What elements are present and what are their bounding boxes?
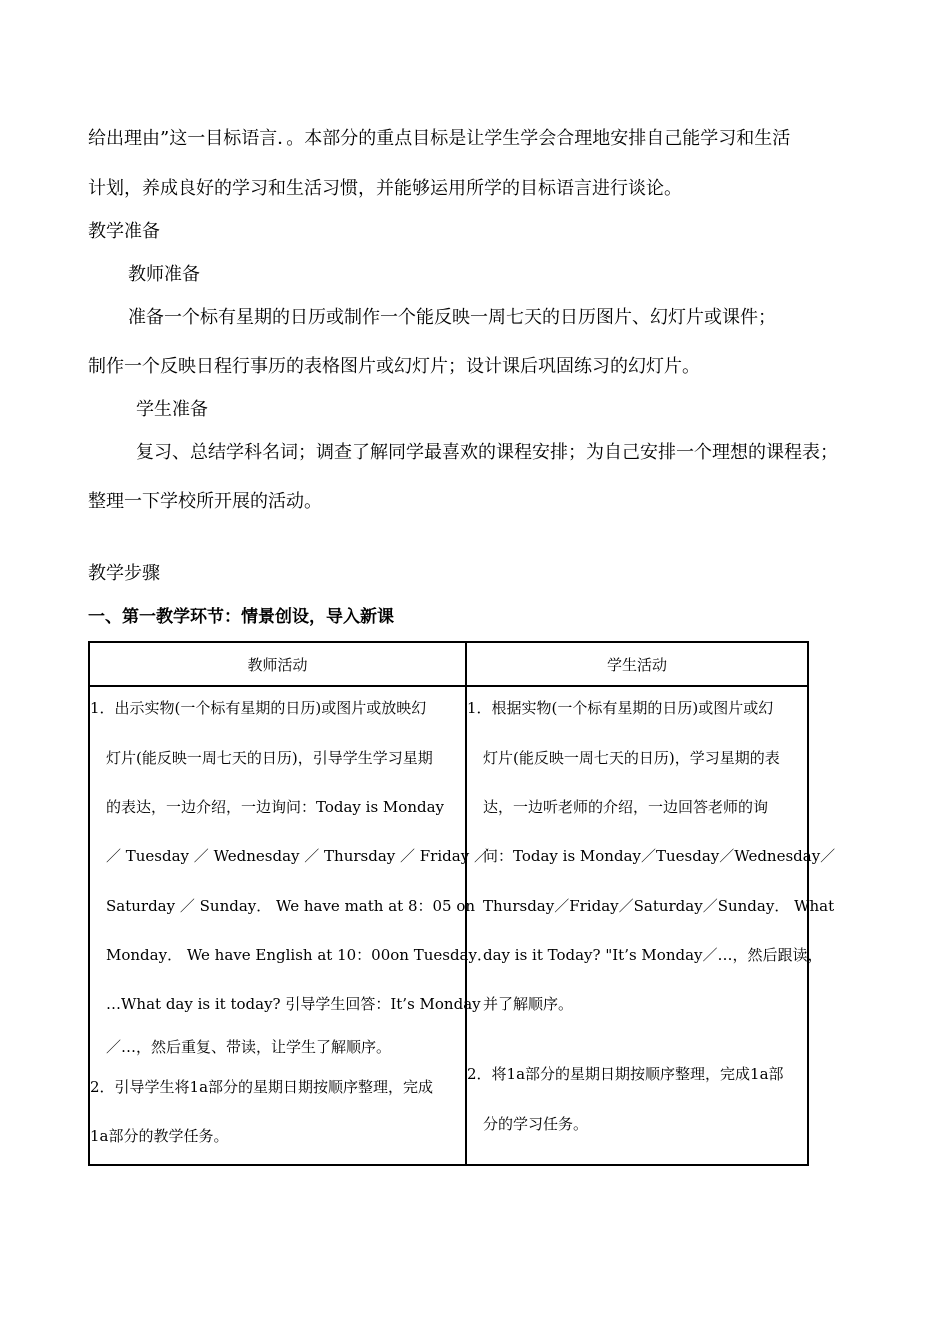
student-prep-heading: 学生准备 [136, 399, 208, 420]
teacher-line: 1a部分的教学任务。 [90, 1127, 229, 1145]
student-line: 达，一边听老师的介绍，一边回答老师的询 [483, 798, 769, 816]
intro-line-1: 给出理由”这一目标语言．。本部分的重点目标是让学生学会合理地安排自己能学习和生活 [88, 128, 791, 149]
student-line: day is it Today? "It’s Monday／…，然后跟读， [483, 946, 823, 964]
student-activity-header: 学生活动 [466, 642, 808, 686]
teacher-line: 2．引导学生将1a部分的星期日期按顺序整理，完成 [90, 1078, 434, 1096]
teacher-prep-line-2: 制作一个反映日程行事历的表格图片或幻灯片；设计课后巩固练习的幻灯片。 [88, 356, 700, 377]
teacher-line: …What day is it today? 引导学生回答：It’s Monday [106, 995, 481, 1013]
student-line: Thursday／Friday／Saturday／Sunday． What [483, 897, 835, 915]
teacher-prep-line-1: 准备一个标有星期的日历或制作一个能反映一周七天的日历图片、幻灯片或课件； [128, 307, 776, 328]
student-activity-cell [466, 686, 836, 1165]
student-line: 2．将1a部分的星期日期按顺序整理，完成1a部 [467, 1065, 784, 1083]
teacher-line: ／…，然后重复、带读，让学生了解顺序。 [106, 1038, 392, 1056]
teacher-line: 的表达，一边介绍，一边询问：Today is Monday [106, 798, 444, 816]
prep-heading: 教学准备 [88, 221, 160, 242]
student-line: 并了解顺序。 [483, 995, 574, 1013]
student-prep-line-1: 复习、总结学科名词；调查了解同学最喜欢的课程安排；为自己安排一个理想的课程表； [136, 442, 838, 463]
teacher-line: Saturday ／ Sunday． We have math at 8：05 on [106, 897, 476, 915]
table-header-row [89, 642, 808, 686]
teacher-line: ／ Tuesday ／ Wednesday ／ Thursday ／ Friday ／ [106, 847, 489, 865]
teacher-line: Monday． We have English at 10：00on Tuesday． [106, 946, 492, 964]
teacher-activity-header: 教师活动 [89, 642, 466, 686]
student-line: 分的学习任务。 [483, 1115, 589, 1133]
steps-heading: 教学步骤 [88, 563, 160, 584]
student-line: 问：Today is Monday／Tuesday／Wednesday／ [483, 847, 836, 865]
activities-table [88, 641, 836, 1166]
teacher-line: 1．出示实物(一个标有星期的日历)或图片或放映幻 [90, 699, 427, 717]
teacher-line: 灯片(能反映一周七天的日历)，引导学生学习星期 [106, 749, 433, 767]
table-row [89, 686, 808, 1165]
teacher-activity-cell [89, 686, 492, 1165]
intro-line-2: 计划，养成良好的学习和生活习惯，并能够运用所学的目标语言进行谈论。 [88, 178, 682, 199]
student-prep-line-2: 整理一下学校所开展的活动。 [88, 491, 322, 512]
teacher-prep-heading: 教师准备 [128, 264, 200, 285]
student-line: 1．根据实物(一个标有星期的日历)或图片或幻 [467, 699, 774, 717]
section-1-title: 一、第一教学环节：情景创设，导入新课 [88, 607, 394, 627]
student-line: 灯片(能反映一周七天的日历)，学习星期的表 [483, 749, 780, 767]
